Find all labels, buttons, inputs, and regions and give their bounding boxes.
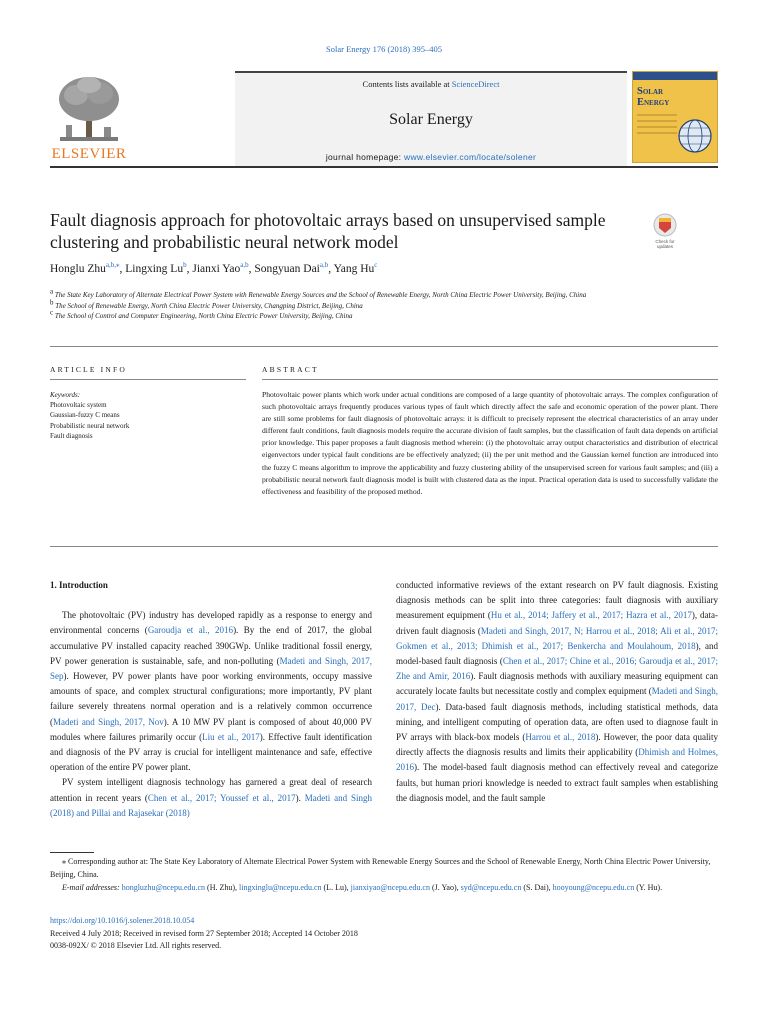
email-link[interactable]: syd@ncepu.edu.cn bbox=[460, 883, 522, 892]
email-link[interactable]: jianxiyao@ncepu.edu.cn bbox=[350, 883, 430, 892]
cover-decoration bbox=[637, 114, 677, 138]
affiliation-text: The School of Renewable Energy, North China Electric Power University, Changping District, Beijing, China bbox=[55, 301, 363, 310]
elsevier-logo[interactable] bbox=[50, 71, 128, 163]
body-paragraph: conducted informative reviews of the extant research on PV fault diagnosis. Existing diagnosis methods can be split into three categories: fault diagnosis with auxiliary measurement equipment (Hu et al., 2014; Jaffery et al., 2017; Hazra et al., 2017), data-driven fault diagnosis (Madeti and Singh, 2017, N; Harrou et al., 2018; Ali et al., 2017; Gokmen et al., 2013; Dhimish et al., 2017; Benkercha and Moulahoum, 2018), and model-based fault diagnosis (Chen et al., 2017; Chine et al., 2016; Garoudja et al., 2017; Zhe and Amir, 2016). Fault diagnosis methods with auxiliary measuring equipment can accurately locate faults but necessitate costly and complex equipment (Madeti and Singh, 2017, Dec). Data-based fault diagnosis methods, including statistical methods, data mining, and intelligent computing of operation data, are often used to diagnose fault in PV arrays with black-box models (Harrou et al., 2018). However, the poor data quality directly affects the diagnosis results and limits their applicability (Dhimish and Holmes, 2016). The model-based fault diagnosis method can effectively reveal and categorize faults, but human priori knowledge is needed to extract fault samples when establishing the diagnosis model, and the fault sample bbox=[396, 580, 719, 803]
cover-title bbox=[637, 86, 669, 108]
citation-link[interactable]: Madeti and Singh, 2017, N; Harrou et al., 2018; Ali et al., 2017; Gokmen et al., 2013; Dhimish et al., 2017; Benkercha and Moulahoum, 2018 bbox=[396, 625, 719, 651]
citation-link[interactable]: Chen et al., 2017; Youssef et al., 2017 bbox=[147, 792, 296, 803]
citation-link[interactable]: Garoudja et al., 2016 bbox=[147, 625, 234, 636]
crossmark-label: Check for updates bbox=[655, 239, 675, 249]
author-affiliation-marker[interactable]: a,b bbox=[319, 261, 329, 270]
citation-link[interactable]: Madeti and Singh (2018) and Pillai and Rajasekar (2018) bbox=[50, 792, 372, 818]
globe-icon bbox=[677, 118, 713, 154]
header-divider bbox=[50, 166, 718, 168]
affiliation-divider bbox=[50, 346, 718, 347]
author-affiliation-marker[interactable]: c bbox=[374, 261, 378, 270]
footnote-divider bbox=[50, 852, 94, 853]
affiliation-text: The School of Control and Computer Engineering, North China Electric Power University, Beijing, China bbox=[54, 312, 353, 320]
author-name[interactable]: Lingxing Lu bbox=[125, 263, 184, 275]
received-dates: Received 4 July 2018; Received in revised form 27 September 2018; Accepted 14 October 2018 bbox=[50, 928, 358, 938]
homepage-prefix: journal homepage: bbox=[325, 152, 405, 162]
citation-link[interactable]: Madeti and Singh, 2017, Nov bbox=[53, 716, 164, 727]
citation-link[interactable]: Harrou et al., 2018 bbox=[525, 732, 596, 743]
cover-title-line-1: Solar bbox=[637, 86, 664, 97]
author-name[interactable]: Yang Hu bbox=[333, 263, 375, 275]
masthead bbox=[50, 71, 628, 165]
article-title: Fault diagnosis approach for photovoltaic arrays based on unsupervised sample clustering and probabilistic neural network model bbox=[50, 210, 606, 252]
author-name[interactable]: Songyuan Dai bbox=[254, 263, 320, 275]
elsevier-wordmark: ELSEVIER bbox=[51, 146, 127, 162]
author-affiliation-marker[interactable]: b bbox=[183, 261, 187, 270]
homepage-line bbox=[235, 152, 627, 162]
citation-link[interactable]: Dhimish and Holmes, 2016 bbox=[396, 747, 718, 773]
author-name[interactable]: Honglu Zhu bbox=[50, 263, 106, 275]
email-link[interactable]: hooyoung@ncepu.edu.cn bbox=[552, 883, 635, 892]
affiliation-label: a bbox=[50, 287, 54, 296]
body-column-left bbox=[50, 578, 372, 821]
cover-title-line-2: Energy bbox=[637, 97, 670, 108]
journal-cover-thumbnail[interactable] bbox=[632, 71, 718, 163]
affiliation bbox=[50, 287, 670, 301]
email-label: E-mail addresses: bbox=[62, 883, 120, 892]
body-paragraph: PV system intelligent diagnosis technology has garnered a great deal of research attention in recent years (Chen et al., 2017; Youssef et al., 2017). Madeti and Singh (2018) and Pillai and Rajasekar (2018) bbox=[50, 777, 372, 818]
elsevier-tree-icon bbox=[56, 73, 122, 145]
body-paragraph: The photovoltaic (PV) industry has developed rapidly as a response to energy and environmental concerns (Garoudja et al., 2016). By the end of 2017, the global accumulative PV installed capacity reached 390GWp. Unlike traditional fossil energy, PV power generation is sustainable, safe, and non-polluting (Madeti and Singh, 2017, Sep). However, PV power plants have poor working environments, occupy massive amounts of space, and complex structural configurations; more importantly, PV plant failure severely threatens normal operation and is a relatively common occurrence (Madeti and Singh, 2017, Nov). A 10 MW PV plant is composed of about 40,000 PV modules where failures primarily occur (Liu et al., 2017). Effective fault identification and diagnosis of the PV array is crucial for intelligent maintenance and safe, effective operation of the entire PV power plant. bbox=[50, 610, 372, 773]
check-for-updates-badge[interactable] bbox=[648, 213, 682, 253]
author-affiliation-marker[interactable]: a,b bbox=[240, 261, 249, 270]
citation-link[interactable]: Hu et al., 2014; Jaffery et al., 2017; Hazra et al., 2017 bbox=[490, 610, 692, 621]
keyword: Probabilistic neural network bbox=[50, 421, 130, 430]
email-link[interactable]: hongluzhu@ncepu.edu.cn bbox=[121, 883, 206, 892]
publication-info bbox=[50, 915, 718, 953]
affiliation bbox=[50, 308, 670, 322]
corresponding-author-note: ⁎ Corresponding author at: The State Key Laboratory of Alternate Electrical Power System with Renewable Energy Sources and the School of Renewable Energy, North China Electric Power University, Beijing, China. bbox=[50, 857, 711, 879]
affiliation-text: The State Key Laboratory of Alternate Electrical Power System with Renewable Energy Sources and the School of Renewable Energy, North China Electric Power University, Beijing, China bbox=[54, 291, 587, 299]
keyword: Photovoltaic system bbox=[50, 401, 107, 410]
author-name[interactable]: Jianxi Yao bbox=[192, 263, 241, 275]
affiliation-label: b bbox=[50, 298, 54, 307]
doi-link[interactable]: https://doi.org/10.1016/j.solener.2018.10.054 bbox=[50, 916, 195, 925]
copyright: 0038-092X/ © 2018 Elsevier Ltd. All rights reserved. bbox=[50, 941, 222, 950]
article-info-heading: ARTICLE INFO bbox=[50, 365, 127, 374]
journal-name: Solar Energy bbox=[389, 111, 473, 128]
citation-link[interactable]: Chen et al., 2017; Chine et al., 2016; Garoudja et al., 2017; Zhe and Amir, 2016 bbox=[396, 656, 718, 682]
affiliations bbox=[50, 287, 670, 322]
keyword: Gaussian-fuzzy C means bbox=[50, 411, 120, 420]
contents-line bbox=[235, 79, 627, 89]
journal-header-band bbox=[235, 71, 627, 167]
footnotes bbox=[50, 855, 718, 894]
journal-citation-link[interactable]: Solar Energy 176 (2018) 395–405 bbox=[326, 44, 442, 54]
abstract-text: Photovoltaic power plants which work under actual conditions are composed of a large quantity of photovoltaic arrays. The complex configuration of such photovoltaic arrays frequently produces various types of fault which directly affect the safe and economic operation of the power plant. There are still some problems for fault diagnosis of photovoltaic arrays: it is difficult to precisely represent the electrical characteristics of an array under different fault conditions, fault diagnosis models require the accurate division of fault samples, but the classification of fault data depends on artificial prior knowledge. This paper proposes a fault diagnosis method wherein: (i) the photovoltaic array output characteristics and distribution of electrical eigenvectors under typical fault conditions are be effectively analyzed; (ii) the per unit method and the Gaussian kernel function are introduced into the fuzzy C means algorithm to improve the applicability and fuzzy clustering ability of the unsupervised screen for various fault samples; and (iii) a probabilistic neural network fault diagnosis model is built with clustered data as the input. Practical operation data is used to successfully validate the effectiveness and feasibility of the proposed method. bbox=[262, 390, 718, 496]
sciencedirect-link[interactable]: ScienceDirect bbox=[451, 79, 500, 89]
email-addresses: E-mail addresses: hongluzhu@ncepu.edu.cn (H. Zhu), lingxinglu@ncepu.edu.cn (L. Lu), jianxiyao@ncepu.edu.cn (J. Yao), syd@ncepu.edu.cn (S. Dai), hooyoung@ncepu.edu.cn (Y. Hu). bbox=[62, 883, 663, 892]
email-link[interactable]: lingxinglu@ncepu.edu.cn bbox=[239, 883, 322, 892]
homepage-link[interactable]: www.elsevier.com/locate/solener bbox=[404, 152, 537, 162]
body-column-right bbox=[396, 578, 718, 806]
keywords-label: Keywords: bbox=[50, 391, 81, 399]
citation-link[interactable]: Madeti and Singh, 2017, Dec bbox=[396, 686, 718, 712]
affiliation bbox=[50, 298, 670, 312]
article-info-divider bbox=[50, 379, 246, 380]
section-title: 1. Introduction bbox=[50, 580, 108, 590]
author-affiliation-marker[interactable]: a,b,⁎ bbox=[105, 261, 120, 270]
crossmark-icon bbox=[648, 213, 682, 239]
cover-top-strip bbox=[633, 72, 717, 80]
keyword: Fault diagnosis bbox=[50, 431, 93, 440]
abstract-heading: ABSTRACT bbox=[262, 365, 319, 374]
citation-link[interactable]: Madeti and Singh, 2017, Sep bbox=[50, 655, 372, 682]
affiliation-label: c bbox=[50, 308, 54, 317]
contents-prefix: Contents lists available at bbox=[362, 79, 452, 89]
author-list: Honglu Zhu$^{a,b,⁎}$, Lingxing Lu$^b$, Jianxi Yao$^{a,b}$, Songyuan Dai$^{a,b}$, Yang Hu$^c$ bbox=[50, 261, 378, 275]
abstract-bottom-divider bbox=[50, 546, 718, 547]
citation-link[interactable]: Liu et al., 2017 bbox=[202, 731, 260, 742]
keywords-block bbox=[50, 390, 246, 441]
abstract-divider bbox=[262, 379, 718, 380]
